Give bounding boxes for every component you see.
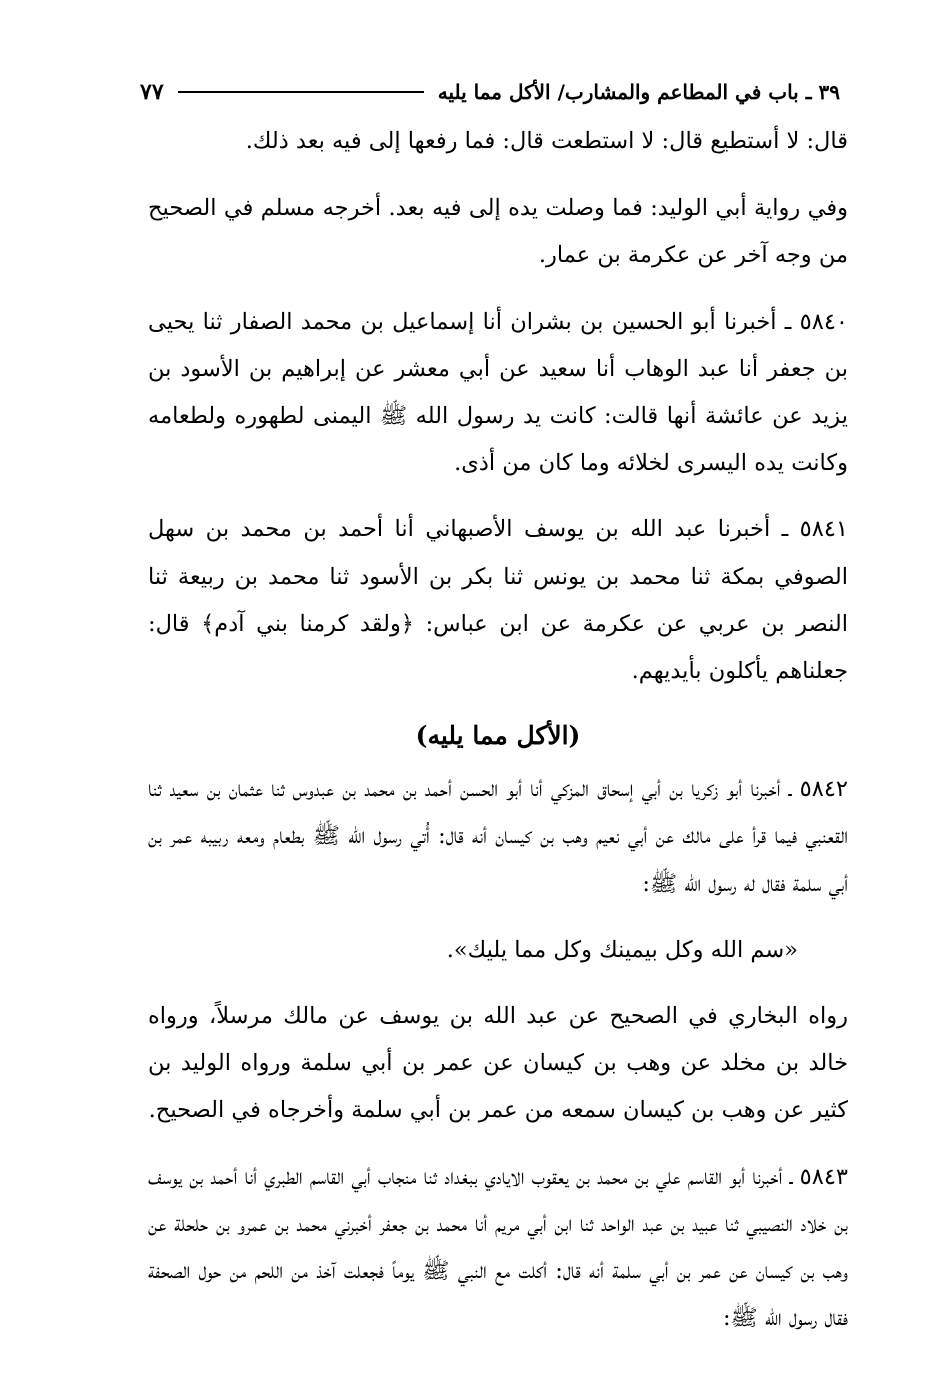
page-body: [148, 118, 848, 1361]
paragraph-continuation: قال: لا أستطيع قال: لا استطعت قال: فما رفعها إلى فيه بعد ذلك.: [245, 128, 848, 154]
section-heading: (الأكل مما يليه): [415, 721, 581, 751]
running-header: [140, 72, 840, 112]
hadith-5843: ٥٨٤٣ ـ أخبرنا أبو القاسم علي بن محمد بن يعقوب الايادي ببغداد ثنا منجاب أبي القاسم الطبري أنا أحمد بن يوسف بن خلاد النصيبي ثنا عبيد بن عبد الواحد ثنا ابن أبي مريم أنا محمد بن جعفر أخبرني محمد بن عمرو بن حلحلة عن وهب بن كيسان عن عمر بن أبي سلمة أنه قال: أكلت مع النبي ﷺ يوماً فجعلت آخذ من اللحم من حول الصحفة فقال رسول الله ﷺ:: [148, 1163, 848, 1332]
page-number: ٧٧: [140, 79, 164, 105]
paragraph: وفي رواية أبي الوليد: فما وصلت يده إلى فيه بعد. أخرجه مسلم في الصحيح من وجه آخر عن عكرمة بن عمار.: [148, 195, 848, 269]
chapter-title: ٣٩ ـ باب في المطاعم والمشارب/ الأكل مما يليه: [437, 80, 840, 104]
hadith-5840: ٥٨٤٠ ـ أخبرنا أبو الحسين بن بشران أنا إسماعيل بن محمد الصفار ثنا يحيى بن جعفر أنا عبد الوهاب أنا سعيد عن أبي معشر عن إبراهيم بن الأسود بن يزيد عن عائشة أنها قالت: كانت يد رسول الله ﷺ اليمنى لطهوره ولطعامه وكانت يده اليسرى لخلائه وما كان من أذى.: [148, 308, 848, 477]
quoted-saying: «سم الله وكل بيمينك وكل مما يليك».: [446, 936, 798, 963]
paragraph: رواه البخاري في الصحيح عن عبد الله بن يوسف عن مالك مرسلاً، ورواه خالد بن مخلد عن وهب بن كيسان عن عمر بن أبي سلمة ورواه الوليد بن كثير عن وهب بن كيسان سمعه من عمر بن أبي سلمة وأخرجاه في الصحيح.: [148, 1003, 848, 1124]
header-rule: [178, 91, 424, 93]
hadith-5842: ٥٨٤٢ ـ أخبرنا أبو زكريا بن أبي إسحاق المزكي أنا أبو الحسن أحمد بن محمد بن عبدوس ثنا عثمان بن سعيد ثنا القعنبي فيما قرأ على مالك عن أبي نعيم وهب بن كيسان أنه قال: أُتي رسول الله ﷺ بطعام ومعه ربيبه عمر بن أبي سلمة فقال له رسول الله ﷺ:: [148, 776, 848, 897]
hadith-5841: ٥٨٤١ ـ أخبرنا عبد الله بن يوسف الأصبهاني أنا أحمد بن محمد بن سهل الصوفي بمكة ثنا محمد بن يونس ثنا بكر بن الأسود ثنا محمد بن ربيعة ثنا النصر بن عربي عن عكرمة عن ابن عباس: ﴿ولقد كرمنا بني آدم﴾ قال: جعلناهم يأكلون بأيديهم.: [148, 516, 848, 685]
